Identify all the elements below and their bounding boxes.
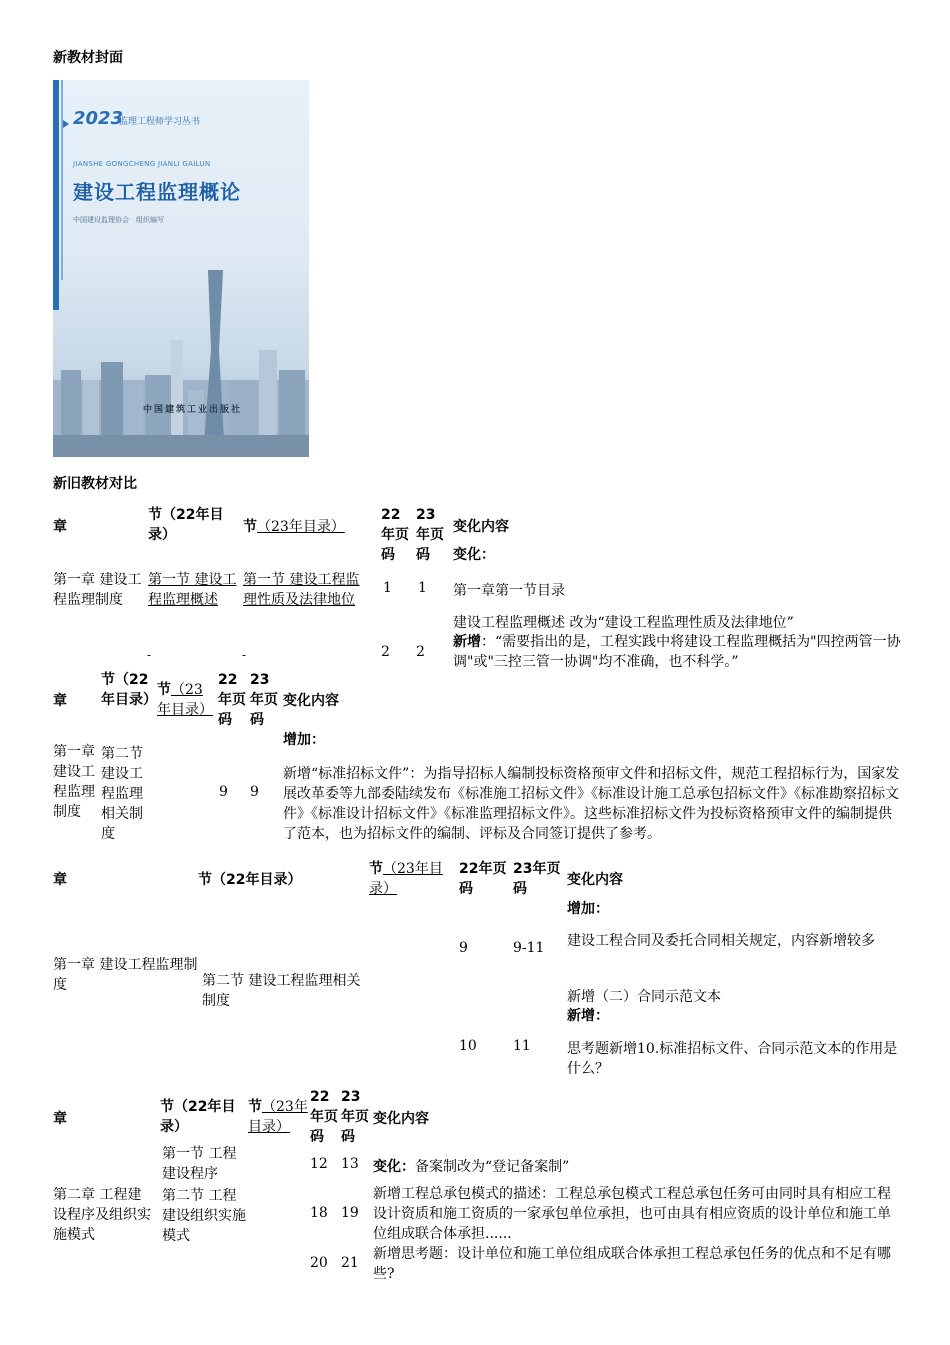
t4-row2-p22: 18 bbox=[310, 1205, 328, 1221]
t4-header-sec22: 节（22年目录） bbox=[160, 1099, 236, 1135]
t3-label-2: 新增： bbox=[567, 1008, 609, 1024]
t2-text: 新增“标准招标文件”：为指导招标人编制投标资格预审文件和招标文件，规范工程招标行为，国家发展改革委等九部委陆续发布《标准施工招标文件》《标准设计施工总承包招标文件》《标准勘察招标文件》《标准设计招标文件》《标准监理招标文件》。这些标准招标文件为投标资格预审文件的编制提供了范本，也为招标文件的编制、评标及合同签订提供了参考。 bbox=[283, 766, 900, 842]
t4-header-sec23 bbox=[248, 1097, 310, 1137]
t3-header-p22: 22年页码 bbox=[459, 861, 507, 897]
cover-arrow-icon bbox=[63, 120, 69, 128]
t1-header-p23: 23年页码 bbox=[416, 507, 444, 563]
t2-sec22: 第二节 建设工程监理相关制度 bbox=[101, 746, 143, 842]
t4-row3-text: 新增思考题：设计单位和施工单位组成联合体承担工程总承包任务的优点和不足有哪些? bbox=[373, 1246, 891, 1282]
t3-sec22: 第二节 建设工程监理相关制度 bbox=[202, 973, 361, 1009]
t3-row1-text2: 新增（二）合同示范文本 bbox=[567, 989, 721, 1005]
t4-row3-p22: 20 bbox=[310, 1255, 328, 1271]
t2-header-sec23-b: （23年目录） bbox=[157, 682, 213, 718]
t2-p23: 9 bbox=[250, 784, 259, 800]
t4-row1-text bbox=[373, 1156, 569, 1176]
t2-header-sec23 bbox=[157, 680, 215, 720]
t4-row1-p23: 13 bbox=[341, 1156, 359, 1172]
t1-row2-body: ：“需要指出的是，工程实践中将建设工程监理概括为"四控两管一协调"或"三控三管一协调"均不准确，也不科学。” bbox=[453, 634, 901, 670]
t4-header-p23: 23年页码 bbox=[341, 1089, 369, 1145]
t1-header-sec23 bbox=[243, 516, 345, 536]
t3-header-sec23-a: 节 bbox=[369, 861, 383, 877]
t3-header-sec23 bbox=[369, 859, 455, 899]
t1-row2-line1: 建设工程监理概述 改为“建设工程监理性质及法律地位” bbox=[453, 615, 794, 631]
city-skyline-illustration bbox=[53, 230, 309, 457]
t3-row2-p23: 11 bbox=[513, 1038, 531, 1054]
t1-row1-p22: 1 bbox=[383, 580, 392, 596]
t3-row1-text: 建设工程合同及委托合同相关规定，内容新增较多 bbox=[567, 933, 875, 949]
t1-sec23: 第一节 建设工程监理性质及法律地位 bbox=[243, 572, 360, 608]
t3-row1-p22: 9 bbox=[459, 940, 468, 956]
cover-series: 监理工程师学习丛书 bbox=[119, 117, 201, 127]
t1-header-chapter: 章 bbox=[53, 519, 67, 535]
t2-header-chapter: 章 bbox=[53, 693, 67, 709]
t4-chapter: 第二章 工程建设程序及组织实施模式 bbox=[53, 1187, 151, 1243]
t1-header-sec23-b: （23年目录） bbox=[257, 519, 345, 535]
t2-header-change: 变化内容 bbox=[283, 693, 339, 709]
t1-row2-p22: 2 bbox=[381, 644, 390, 660]
t3-header-p23: 23年页码 bbox=[513, 861, 561, 897]
t3-header-change: 变化内容 bbox=[567, 872, 623, 888]
t4-row2-text: 新增工程总承包模式的描述：工程总承包模式工程总承包任务可由同时具有相应工程设计资质和施工资质的一家承包单位承担，也可由具有相应资质的设计单位和施工单位组成联合体承担...... bbox=[373, 1186, 891, 1242]
t1-chapter: 第一章 建设工程监理制度 bbox=[53, 572, 142, 608]
t3-header-sec22: 节（22年目录） bbox=[198, 872, 302, 888]
t3-row2-text: 思考题新增10.标准招标文件、合同示范文本的作用是什么？ bbox=[567, 1041, 898, 1077]
t1-row2-label: 新增 bbox=[453, 634, 481, 650]
t2-header-p22: 22年页码 bbox=[218, 672, 246, 728]
t1-sec22: 第一节 建设工程监理概述 bbox=[148, 572, 237, 608]
t1-row2-text bbox=[453, 632, 901, 672]
t4-sec-a: 第一节 工程建设程序 bbox=[162, 1146, 237, 1182]
cover-year: 2023 bbox=[73, 108, 124, 129]
t4-row1-p22: 12 bbox=[310, 1156, 328, 1172]
cover-heading: 新教材封面 bbox=[53, 50, 123, 66]
t3-row2-p22: 10 bbox=[459, 1038, 477, 1054]
t1-header-sec22: 节（22年目录） bbox=[148, 507, 224, 543]
t4-header-p22: 22年页码 bbox=[310, 1089, 338, 1145]
book-cover-image bbox=[53, 80, 309, 457]
t4-header-sec23-b: （23年目录） bbox=[248, 1099, 308, 1135]
t4-header-sec23-a: 节 bbox=[248, 1099, 262, 1115]
t4-row1-label: 变化： bbox=[373, 1159, 415, 1175]
t3-row1-p23: 9-11 bbox=[513, 940, 545, 956]
t2-header-sec23-a: 节 bbox=[157, 682, 171, 698]
cover-author: 中国建设监理协会 组织编写 bbox=[73, 216, 164, 224]
t1-header-sec23-a: 节 bbox=[243, 519, 257, 535]
cover-title: 建设工程监理概论 bbox=[73, 180, 241, 204]
t1-row1-p23: 1 bbox=[418, 580, 427, 596]
t4-row3-p23: 21 bbox=[341, 1255, 359, 1271]
t4-row1-body: 备案制改为“登记备案制” bbox=[415, 1159, 570, 1175]
t4-row2-p23: 19 bbox=[341, 1205, 359, 1221]
t2-p22: 9 bbox=[219, 784, 228, 800]
t2-header-sec22: 节（22年目录） bbox=[101, 672, 157, 708]
t1-row1-label: 变化： bbox=[453, 547, 495, 563]
t2-header-p23: 23年页码 bbox=[250, 672, 278, 728]
t1-row1-text: 第一章第一节目录 bbox=[453, 583, 565, 599]
cover-pinyin: JIANSHE GONGCHENG JIANLI GAILUN bbox=[73, 160, 211, 168]
compare-heading: 新旧教材对比 bbox=[53, 476, 137, 492]
t1-row2-p23: 2 bbox=[416, 644, 425, 660]
t1-dash-1: - bbox=[147, 648, 152, 662]
t1-header-change: 变化内容 bbox=[453, 519, 509, 535]
t3-header-sec23-b: （23年目录） bbox=[369, 861, 443, 897]
t1-dash-2: - bbox=[242, 648, 247, 662]
t4-header-chapter: 章 bbox=[53, 1111, 67, 1127]
t1-header-p22: 22年页码 bbox=[381, 507, 409, 563]
t3-label-1: 增加： bbox=[567, 901, 609, 917]
t2-label: 增加： bbox=[283, 732, 325, 748]
t2-chapter: 第一章 建设工程监理制度 bbox=[53, 744, 95, 820]
cover-publisher: 中国建筑工业出版社 bbox=[143, 405, 243, 415]
t3-chapter: 第一章 建设工程监理制度 bbox=[53, 957, 198, 993]
t4-sec-b: 第二节 工程建设组织实施模式 bbox=[162, 1188, 246, 1244]
t4-header-change: 变化内容 bbox=[373, 1111, 429, 1127]
t3-header-chapter: 章 bbox=[53, 872, 67, 888]
